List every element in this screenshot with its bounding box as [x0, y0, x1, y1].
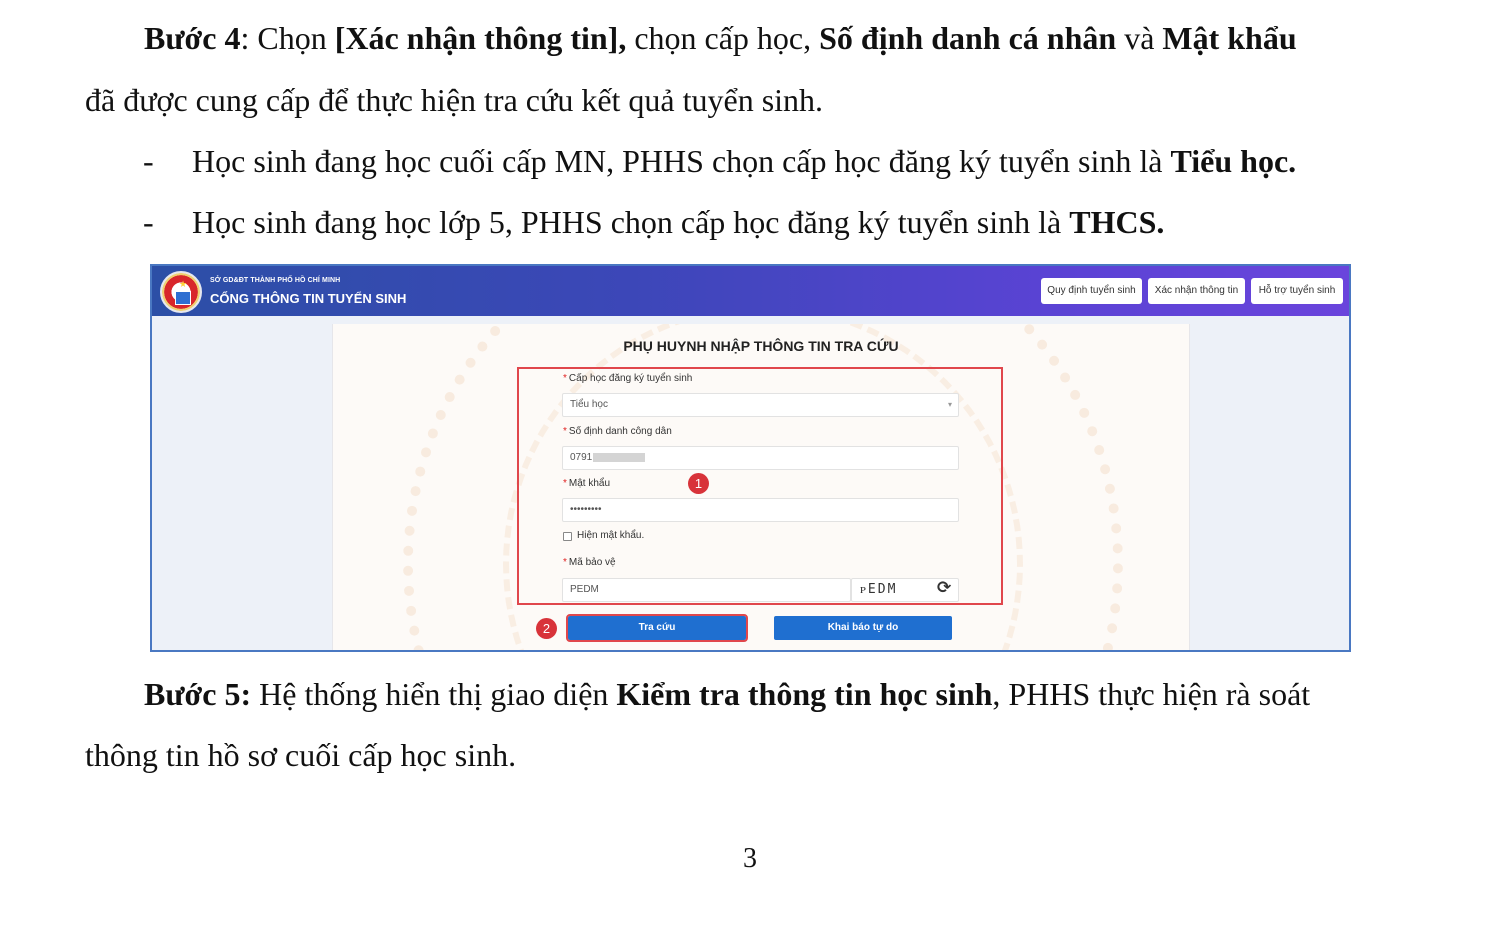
text-run: : Chọn [240, 20, 335, 56]
form-title: PHỤ HUYNH NHẬP THÔNG TIN TRA CỨU [623, 338, 899, 354]
department-logo-icon [160, 271, 202, 313]
id-label-text: Số định danh công dân [568, 426, 672, 437]
step-badge-1: 1 [688, 473, 709, 494]
nav-quy-dinh-button[interactable]: Quy định tuyển sinh [1041, 278, 1142, 304]
bullet-item-2 [192, 202, 1164, 242]
required-mark: * [563, 373, 567, 384]
star-icon: ★ [179, 279, 188, 289]
captcha-label [563, 557, 616, 568]
required-mark: * [563, 478, 567, 489]
step5-line2: thông tin hồ sơ cuối cấp học sinh. [85, 737, 517, 773]
password-input[interactable] [562, 498, 959, 522]
header-subtitle: SỞ GD&ĐT THÀNH PHỐ HỒ CHÍ MINH [210, 277, 341, 284]
bullet-item-1 [192, 141, 1296, 181]
text-run: , PHHS thực hiện rà soát [992, 676, 1311, 712]
citizen-id-value: 0791 [570, 452, 593, 463]
captcha-label-text: Mã bảo vệ [568, 557, 616, 568]
captcha-input[interactable] [562, 578, 851, 602]
bullet-bold: Tiểu học. [1170, 143, 1297, 179]
free-declaration-button[interactable]: Khai báo tự do [774, 616, 952, 640]
bullet-dash: - [143, 204, 154, 240]
refresh-captcha-icon[interactable]: ⟳ [937, 578, 952, 597]
bold-run: Mật khẩu [1162, 20, 1297, 56]
show-password-checkbox[interactable] [563, 532, 572, 541]
bold-run: Kiểm tra thông tin học sinh [616, 676, 993, 712]
redacted-block [593, 453, 645, 462]
nav-xac-nhan-button[interactable]: Xác nhận thông tin [1148, 278, 1245, 304]
header-title[interactable]: CỔNG THÔNG TIN TUYỂN SINH [210, 291, 407, 306]
step5-label: Bước 5: [144, 676, 252, 712]
show-password-label[interactable]: Hiện mật khẩu. [577, 530, 645, 541]
text-run: Hệ thống hiển thị giao diện [251, 676, 617, 712]
nav-ho-tro-button[interactable]: Hỗ trợ tuyển sinh [1251, 278, 1343, 304]
step4-line1 [144, 18, 1297, 58]
password-label-text: Mật khẩu [568, 478, 611, 489]
chevron-down-icon: ▾ [947, 400, 952, 409]
text-run: chọn cấp học, [626, 20, 820, 56]
bullet-bold: THCS. [1069, 204, 1165, 240]
portal-header [152, 266, 1349, 316]
search-button[interactable]: Tra cứu [568, 616, 746, 640]
bullet-text: Học sinh đang học cuối cấp MN, PHHS chọn cấp học đăng ký tuyển sinh là [192, 143, 1171, 179]
text-run: và [1116, 20, 1163, 56]
citizen-id-input[interactable] [562, 446, 959, 470]
level-select-value: Tiểu học [570, 399, 608, 410]
required-mark: * [563, 426, 567, 437]
bullet-dash: - [143, 143, 154, 179]
level-select[interactable] [562, 393, 959, 417]
step-badge-2: 2 [536, 618, 557, 639]
password-label [563, 478, 610, 489]
portal-screenshot [150, 264, 1351, 652]
captcha-input-value: PEDM [570, 584, 599, 595]
page-number: 3 [743, 843, 757, 874]
step4-label: Bước 4 [144, 20, 241, 56]
captcha-image: ᴘEDM [860, 582, 898, 597]
level-label-text: Cấp học đăng ký tuyển sinh [568, 373, 693, 384]
level-label [563, 373, 692, 384]
id-label [563, 426, 672, 437]
bold-run: Số định danh cá nhân [819, 20, 1117, 56]
required-mark: * [563, 557, 567, 568]
bold-run: [Xác nhận thông tin], [334, 20, 627, 56]
step4-line2: đã được cung cấp để thực hiện tra cứu kết quả tuyển sinh. [85, 82, 824, 118]
step5-line1 [144, 674, 1310, 714]
password-value: ••••••••• [570, 504, 602, 515]
bullet-text: Học sinh đang học lớp 5, PHHS chọn cấp học đăng ký tuyển sinh là [192, 204, 1070, 240]
